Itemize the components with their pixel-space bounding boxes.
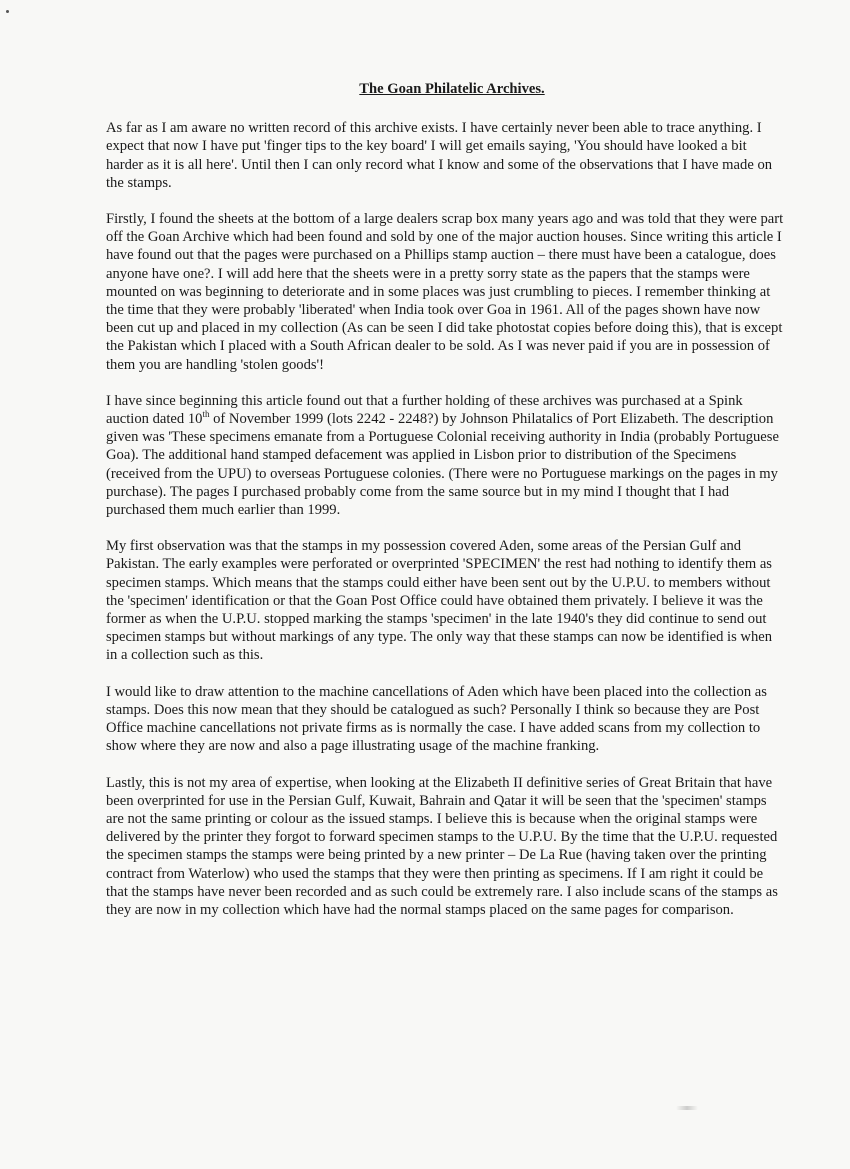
paragraph-5: I would like to draw attention to the machine cancellations of Aden which have been placed into the collection as stamps. Does this now mean that they should be catalogued as such? Personally I think so because they are Post Office machine cancellations not private firms as is normally the case. I have added scans from my collection to show where they are now and also a page illustrating usage of the machine franking. (106, 683, 767, 755)
paragraph-3-text-a: I have since beginning this article found out that a further holding of these archives was purchased at a Spink auction dated 10 (106, 392, 743, 428)
document-title: The Goan Philatelic Archives. (359, 81, 545, 97)
paragraph-3-text-b: of November 1999 (lots 2242 - 2248?) by Johnson Philatalics of Port Elizabeth. The description given was 'These specimens emanate from a Portuguese Colonial receiving authority in India (probably Portuguese Goa). The additional hand stamped defacement was applied in Lisbon prior to distribution of the Specimens (received from the UPU) to overseas Portuguese colonies. (There were no Portuguese markings on the pages in my purchase). The pages I purchased probably come from the same source but in my mind I thought that I had purchased them much earlier than 1999. (106, 411, 779, 519)
scan-speck (6, 10, 9, 13)
paragraph-3 (106, 392, 786, 519)
document-body (106, 80, 786, 937)
paragraph-4: My first observation was that the stamps in my possession covered Aden, some areas of the Persian Gulf and Pakistan. The early examples were perforated or overprinted 'SPECIMEN' the rest had nothing to identify them as specimen stamps. Which means that the stamps could either have been sent out by the U.P.U. to members without the 'specimen' identification or that the Goan Post Office could have obtained them privately. I believe it was the former as when the U.P.U. stopped marking the stamps 'specimen' in the late 1940's they did continue to send out specimen stamps but without markings of any type. The only way that these stamps can now be identified is when in a collection such as this. (106, 538, 773, 664)
paragraph-6: Lastly, this is not my area of expertise, when looking at the Elizabeth II definitive series of Great Britain that have been overprinted for use in the Persian Gulf, Kuwait, Bahrain and Qatar it will be seen that the 'specimen' stamps are not the same printing or colour as the issued stamps. I believe this is because when the original stamps were delivered by the printer they forgot to forward specimen stamps to the U.P.U. By the time that the U.P.U. requested the specimen stamps the stamps were being printed by a new printer – De La Rue (having taken over the printing contract from Waterlow) who used the stamps that they were then printing as specimens. If I am right it could be that the stamps have never been recorded and as such could be extremely rare. I also include scans of the stamps as they are now in my collection which have had the normal stamps placed on the same pages for comparison. (106, 774, 778, 918)
ordinal-suffix: th (202, 409, 210, 420)
paragraph-2: Firstly, I found the sheets at the bottom of a large dealers scrap box many years ago and was told that they were part off the Goan Archive which had been found and sold by one of the major auction houses. Since writing this article I have found out that the pages were purchased on a Phillips stamp auction – there must have been a catalogue, does anyone have one?. I will add here that the sheets were in a pretty sorry state as the papers that the stamps were mounted on was beginning to deteriorate and in some places was just crumbling to pieces. I remember thinking at the time that they were probably 'liberated' when India took over Goa in 1961. All of the pages shown have now been cut up and placed in my collection (As can be seen I did take photostat copies before doing this), that is except the Pakistan which I placed with a South African dealer to be sold. As I was never paid if you are in possession of them you are handling 'stolen goods'! (106, 211, 784, 373)
paragraph-1: As far as I am aware no written record of this archive exists. I have certainly never been able to trace anything. I expect that now I have put 'finger tips to the key board' I will get emails saying, 'You should have looked a bit harder as it is all here'. Until then I can only record what I know and some of the observations that I have made on the stamps. (106, 120, 773, 191)
scan-smudge (676, 1106, 698, 1110)
